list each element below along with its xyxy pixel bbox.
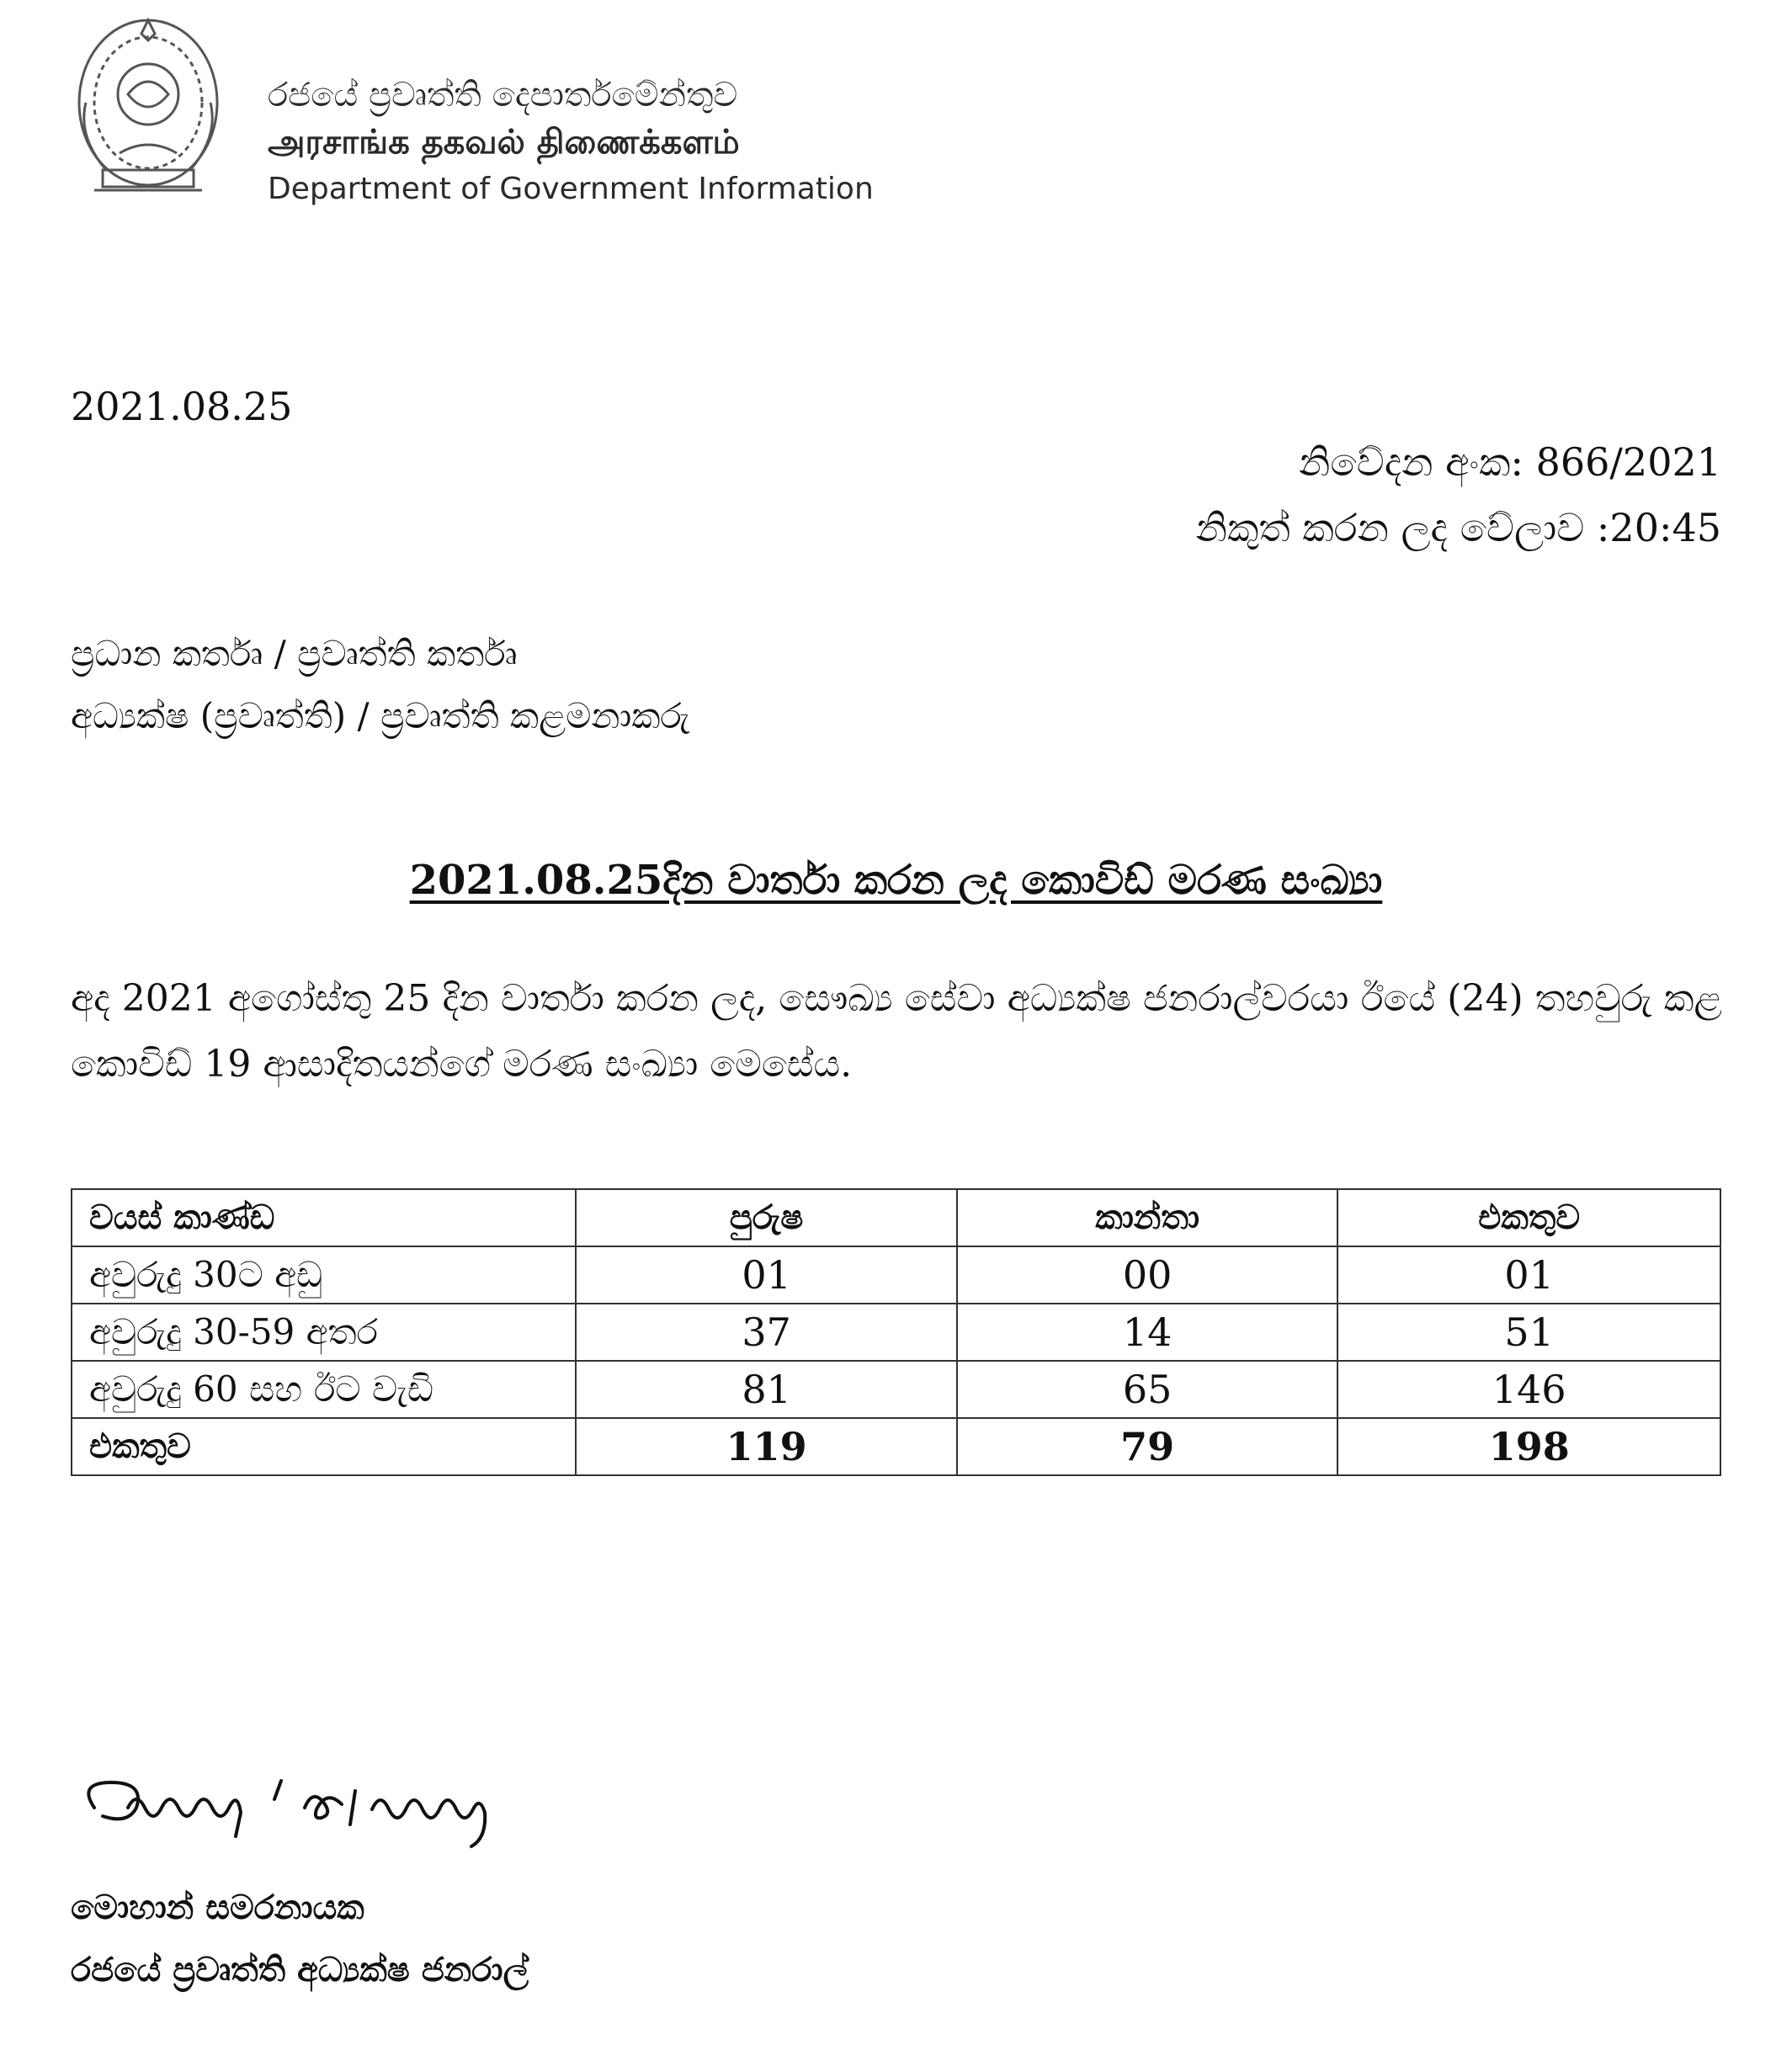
signature-icon: [69, 1757, 540, 1858]
release-date: 2021.08.25: [71, 384, 293, 429]
table-row: [72, 1304, 1720, 1361]
body-paragraph: අද 2021 අගෝස්තු 25 දින වාර්තා කරන ලද, සෞඛ්‍ය සේවා අධ්‍යක්ෂ ජනරාල්වරයා ඊයේ (24) තහවුරු කළ කොවිඩ් 19 ආසාදිතයන්ගේ මරණ සංඛ්‍යා මෙසේය.: [71, 977, 1722, 1086]
header-total: එකතුව: [1337, 1189, 1720, 1246]
release-issued-time: නිකුත් කරන ලද වේලාව :20:45: [1195, 505, 1721, 550]
government-emblem-icon: [69, 10, 227, 212]
signatory-title: රජයේ ප්‍රවෘත්ති අධ්‍යක්ෂ ජනරාල්: [71, 1951, 529, 1989]
female-cell: 14: [957, 1304, 1338, 1361]
grand-total-cell: 198: [1337, 1418, 1720, 1475]
male-total-cell: 119: [576, 1418, 957, 1475]
age-group-cell: අවුරුදු 30ට අඩු: [72, 1246, 576, 1304]
addressee-line-1: ප්‍රධාන කර්තෘ / ප්‍රවෘත්ති කර්තෘ: [71, 633, 518, 674]
male-cell: 81: [576, 1361, 957, 1418]
deaths-table: [71, 1188, 1721, 1476]
header-female: කාන්තා: [957, 1189, 1338, 1246]
letterhead-english: Department of Government Information: [268, 172, 874, 206]
female-total-cell: 79: [957, 1418, 1338, 1475]
female-cell: 00: [957, 1246, 1338, 1304]
male-cell: 01: [576, 1246, 957, 1304]
header-male: පුරුෂ: [576, 1189, 957, 1246]
release-reference-number: නිවේදන අංක: 866/2021: [1298, 439, 1721, 485]
table-row: [72, 1361, 1720, 1418]
age-group-cell: අවුරුදු 30-59 අතර: [72, 1304, 576, 1361]
addressee-line-2: අධ්‍යක්ෂ (ප්‍රවෘත්ති) / ප්‍රවෘත්ති කළමනාකරු: [71, 695, 690, 736]
male-cell: 37: [576, 1304, 957, 1361]
total-cell: 146: [1337, 1361, 1720, 1418]
total-cell: 01: [1337, 1246, 1720, 1304]
total-label-cell: එකතුව: [72, 1418, 576, 1475]
document-title: 2021.08.25දින වාර්තා කරන ලද කොවිඩ් මරණ සංඛ්‍යා: [409, 857, 1383, 904]
table-total-row: [72, 1418, 1720, 1475]
female-cell: 65: [957, 1361, 1338, 1418]
table-header-row: [72, 1189, 1720, 1246]
header-age-group: වයස් කාණ්ඩ: [72, 1189, 576, 1246]
age-group-cell: අවුරුදු 60 සහ ඊට වැඩි: [72, 1361, 576, 1418]
total-cell: 51: [1337, 1304, 1720, 1361]
signatory-name: මොහාන් සමරනායක: [71, 1888, 364, 1927]
table-row: [72, 1246, 1720, 1304]
letterhead-tamil: அரசாங்க தகவல் திணைக்களம்: [268, 123, 740, 162]
letterhead-sinhala: රජයේ ප්‍රවෘත්ති දෙපාර්තමේන්තුව: [268, 76, 738, 114]
